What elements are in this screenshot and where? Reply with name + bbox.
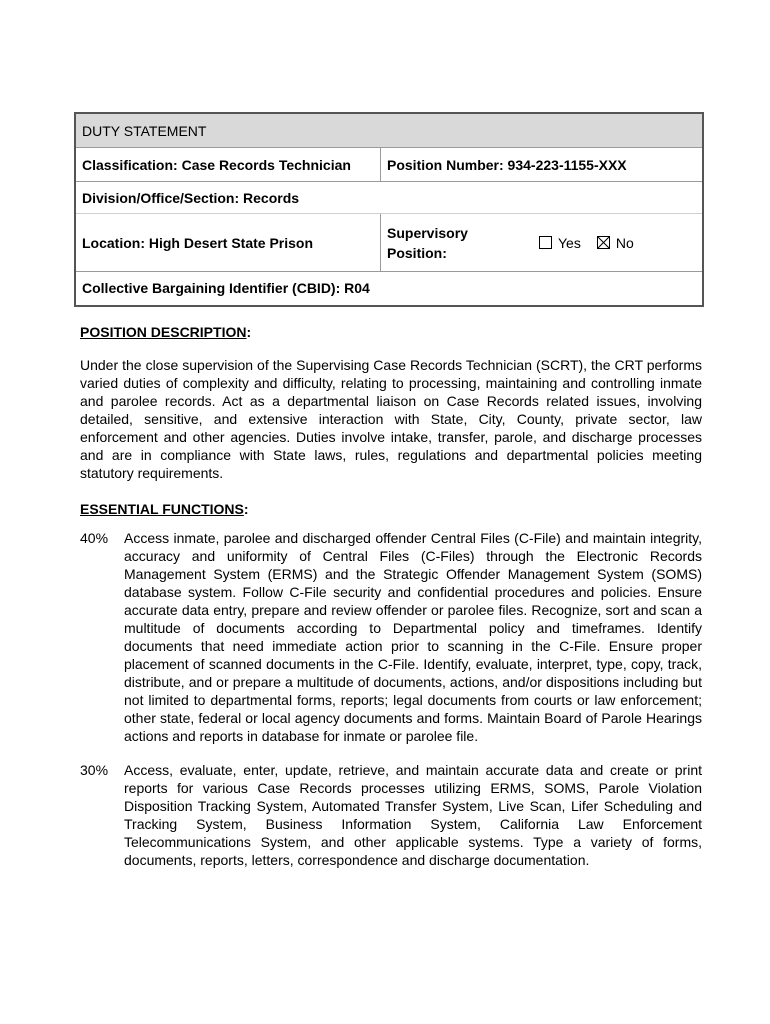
list-item: [80, 761, 702, 869]
location-cell: Location: High Desert State Prison: [75, 214, 381, 272]
function-percent: 30%: [80, 762, 109, 778]
cbid-cell: Collective Bargaining Identifier (CBID): R04: [75, 272, 703, 306]
no-checkbox-checked-icon[interactable]: [597, 236, 610, 249]
classification-cell: Classification: Case Records Technician: [75, 148, 381, 182]
yes-option[interactable]: [539, 235, 581, 251]
list-item: [80, 529, 702, 745]
function-percent: 40%: [80, 530, 109, 546]
essential-functions-heading: ESSENTIAL FUNCTIONS:: [80, 501, 249, 517]
supervisory-options: [539, 235, 634, 251]
no-option[interactable]: [597, 235, 634, 251]
document-body: [80, 322, 702, 869]
supervisory-label: Supervisory Position:: [387, 224, 468, 261]
position-description-text: Under the close supervision of the Supervising Case Records Technician (SCRT), the CRT performs varied duties of complexity and difficulty, relating to processing, maintaining and controlling inmate and parolee records. Act as a departmental liaison on Case Records related issues, involving detailed, sensitive, and extensive interaction with State, City, County, private sector, law enforcement and other agencies. Duties involve intake, transfer, parole, and discharge processes and are in compliance with State laws, rules, regulations and departmental policies meeting statutory requirements.: [80, 357, 702, 481]
supervisory-position-cell: [381, 214, 704, 272]
function-text: Access inmate, parolee and discharged offender Central Files (C-File) and maintain integrity, accuracy and uniformity of Central Files (C-Files) through the Electronic Records Management System (ERMS) and the Strategic Offender Management System (SOMS) database system. Follow C-File security and confidential procedures and policies. Ensure accurate data entry, prepare and review offender or parolee files. Recognize, sort and scan a multitude of documents according to Departmental policy and timeframes. Identify documents that need immediate action prior to scanning in the C-File. Ensure proper placement of scanned documents in the C-File. Identify, evaluate, interpret, type, copy, track, distribute, and or prepare a multitude of documents, actions, and/or dispositions including but not limited to departmental forms, reports; legal documents from courts or law enforcement; other state, federal or local agency documents and forms. Maintain Board of Parole Hearings actions and reports in database for inmate or parolee file.: [124, 530, 702, 744]
position-number-cell: Position Number: 934-223-1155-XXX: [381, 148, 704, 182]
duty-statement-table: [74, 112, 704, 307]
function-text: Access, evaluate, enter, update, retrieve, and maintain accurate data and create or print reports for various Case Records processes utilizing ERMS, SOMS, Parole Violation Disposition Tracking System, Automated Transfer System, Live Scan, Lifer Scheduling and Tracking System, Business Information System, California Law Enforcement Telecommunications System, and other applicable systems. Type a variety of forms, documents, reports, letters, correspondence and discharge documentation.: [124, 762, 702, 868]
division-cell: Division/Office/Section: Records: [75, 182, 703, 214]
yes-checkbox-icon[interactable]: [539, 236, 552, 249]
essential-functions-list: [80, 529, 702, 869]
yes-label: Yes: [558, 234, 581, 251]
duty-statement-title: DUTY STATEMENT: [75, 113, 703, 148]
no-label: No: [615, 234, 634, 251]
position-description-heading: POSITION DESCRIPTION:: [80, 324, 252, 340]
